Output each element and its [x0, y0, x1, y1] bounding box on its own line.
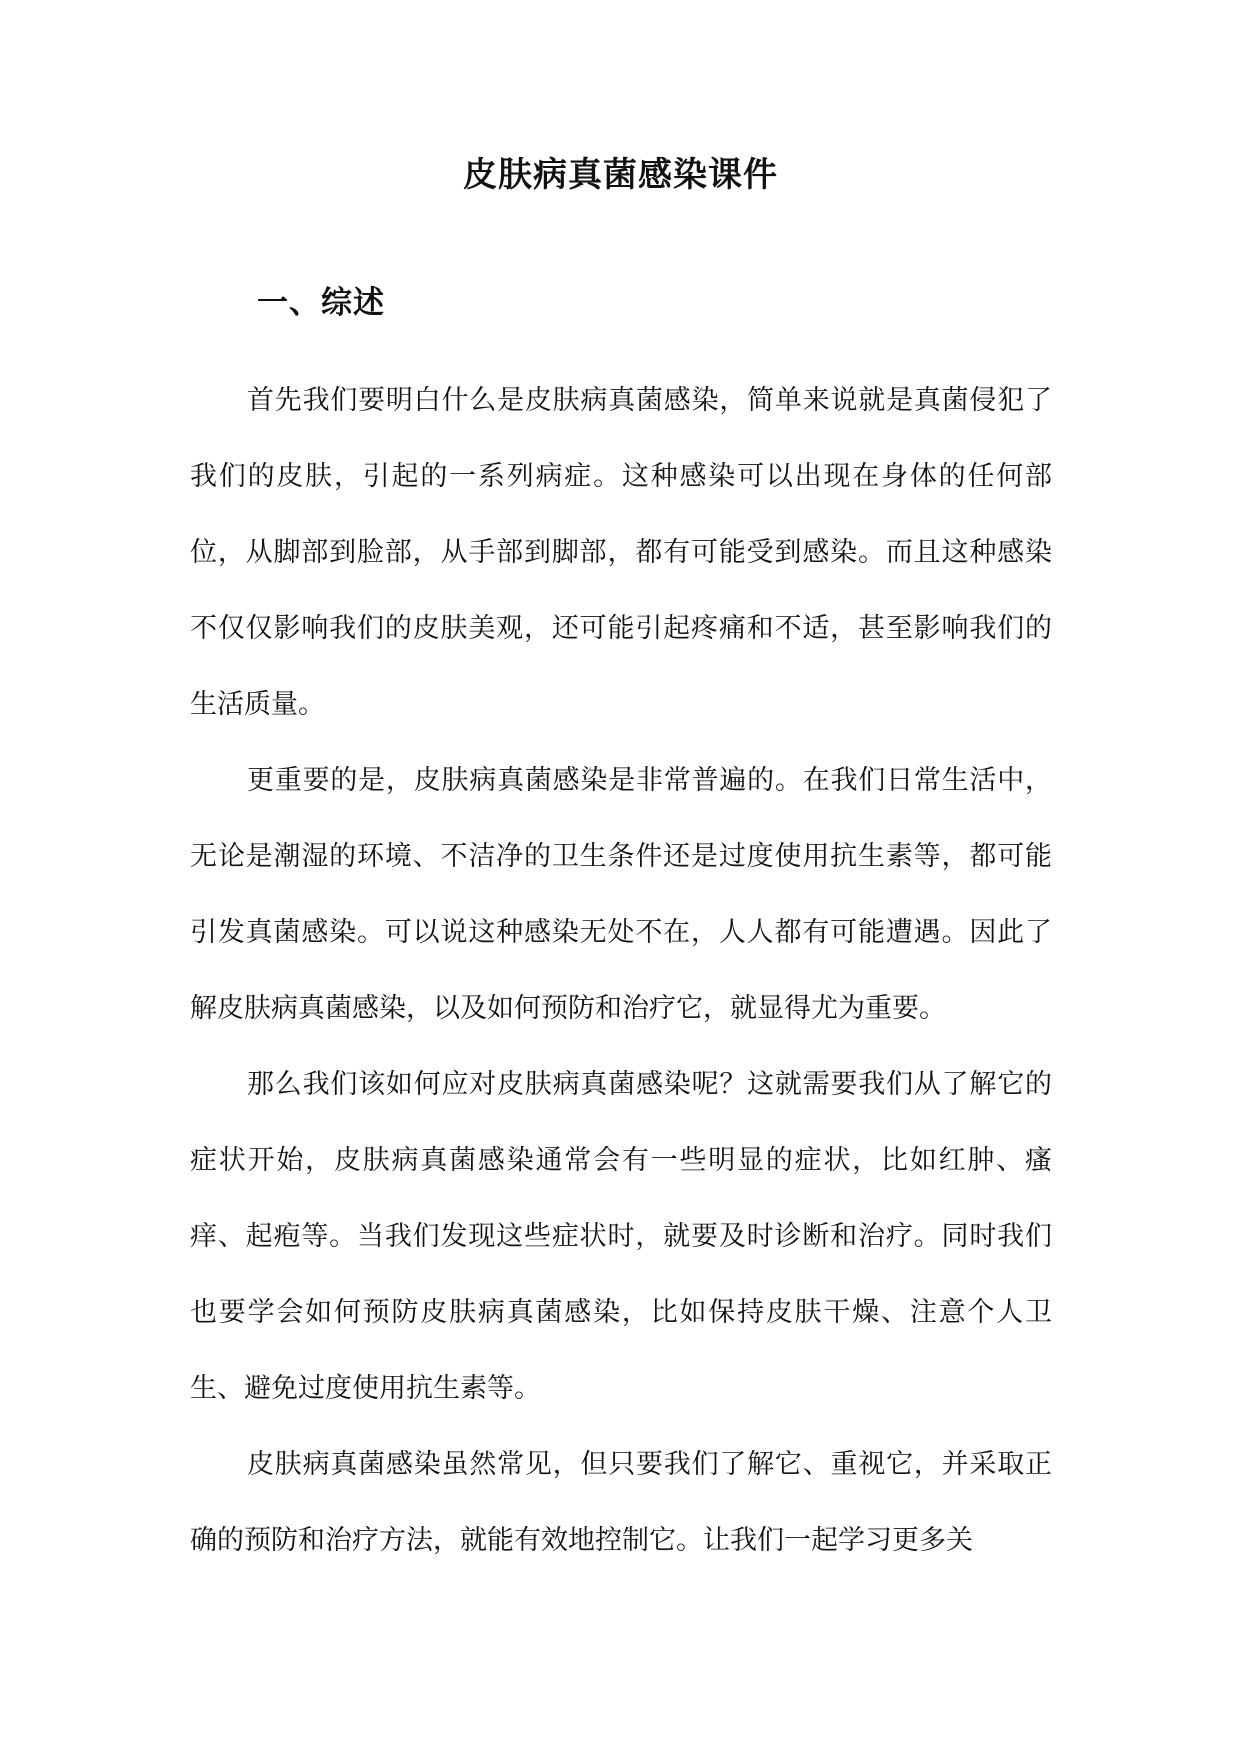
body-text: [190, 363, 1052, 1579]
paragraph: 皮肤病真菌感染虽然常见，但只要我们了解它、重视它，并采取正确的预防和治疗方法，就能有效地控制它。让我们一起学习更多关: [190, 1449, 1052, 1556]
section-heading: 一、综述: [257, 285, 385, 321]
paragraph: 更重要的是，皮肤病真菌感染是非常普遍的。在我们日常生活中，无论是潮湿的环境、不洁净的卫生条件还是过度使用抗生素等，都可能引发真菌感染。可以说这种感染无处不在，人人都有可能遭遇。因此了解皮肤病真菌感染，以及如何预防和治疗它，就显得尤为重要。: [190, 765, 1052, 1024]
document-title: 皮肤病真菌感染课件: [463, 155, 778, 195]
paragraph: 那么我们该如何应对皮肤病真菌感染呢？这就需要我们从了解它的症状开始，皮肤病真菌感染通常会有一些明显的症状，比如红肿、瘙痒、起疱等。当我们发现这些症状时，就要及时诊断和治疗。同时我们也要学会如何预防皮肤病真菌感染，比如保持皮肤干燥、注意个人卫生、避免过度使用抗生素等。: [190, 1069, 1052, 1404]
paragraph: 首先我们要明白什么是皮肤病真菌感染，简单来说就是真菌侵犯了我们的皮肤，引起的一系列病症。这种感染可以出现在身体的任何部位，从脚部到脸部，从手部到脚部，都有可能受到感染。而且这种感染不仅仅影响我们的皮肤美观，还可能引起疼痛和不适，甚至影响我们的生活质量。: [190, 385, 1052, 720]
